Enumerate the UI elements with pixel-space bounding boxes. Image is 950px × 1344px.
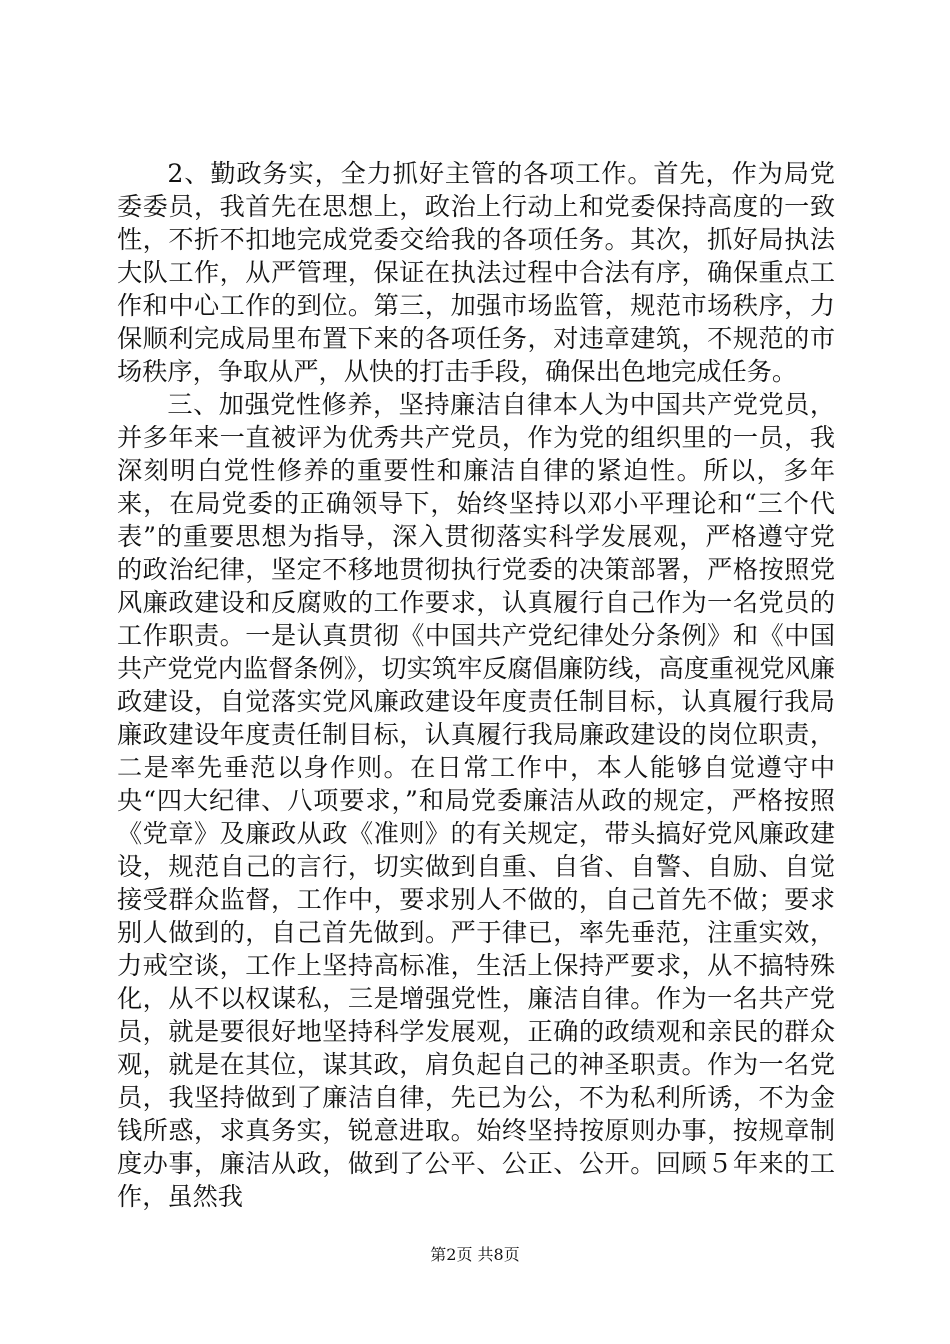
- paragraph-party-discipline: 三、加强党性修养，坚持廉洁自律本人为中国共产党党员，并多年来一直被评为优秀共产党员，作为党的组织里的一员，我深刻明白党性修养的重要性和廉洁自律的紧迫性。所以，多年来，在局党委的正确领导下，始终坚持以邓小平理论和“三个代表”的重要思想为指导，深入贯彻落实科学发展观，严格遵守党的政治纪律，坚定不移地贯彻执行党委的决策部署，严格按照党风廉政建设和反腐败的工作要求，认真履行自己作为一名党员的工作职责。一是认真贯彻《中国共产党纪律处分条例》和《中国共产党党内监督条例》，切实筑牢反腐倡廉防线，高度重视党风廉政建设，自觉落实党风廉政建设年度责任制目标，认真履行我局廉政建设年度责任制目标，认真履行我局廉政建设的岗位职责，二是率先垂范以身作则。在日常工作中，本人能够自觉遵守中央“四大纪律、八项要求，”和局党委廉洁从政的规定，严格按照《党章》及廉政从政《准则》的有关规定，带头搞好党风廉政建设，规范自己的言行，切实做到自重、自省、自警、自励、自觉接受群众监督，工作中，要求别人不做的，自己首先不做；要求别人做到的，自己首先做到。严于律已，率先垂范，注重实效，力戒空谈，工作上坚持高标准，生活上保持严要求，从不搞特殊化，从不以权谋私，三是增强党性，廉洁自律。作为一名共产党员，就是要很好地坚持科学发展观，正确的政绩观和亲民的群众观，就是在其位，谋其政，肩负起自己的神圣职责。作为一名党员，我坚持做到了廉洁自律，先已为公，不为私利所诱，不为金钱所惑，求真务实，锐意进取。始终坚持按原则办事，按规章制度办事，廉洁从政，做到了公平、公正、公开。回顾５年来的工作，虽然我: [117, 390, 835, 1211]
- page-number-footer: 第2页 共8页: [430, 1245, 520, 1264]
- paragraph-diligent-work: 2、勤政务实，全力抓好主管的各项工作。首先，作为局党委委员，我首先在思想上，政治上行动上和党委保持高度的一致性，不折不扣地完成党委交给我的各项任务。其次，抓好局执法大队工作，从严管理，保证在执法过程中合法有序，确保重点工作和中心工作的到位。第三，加强市场监管，规范市场秩序，力保顺利完成局里布置下来的各项任务，对违章建筑，不规范的市场秩序，争取从严，从快的打击手段，确保出色地完成任务。: [117, 159, 835, 386]
- document-body: [117, 157, 835, 1213]
